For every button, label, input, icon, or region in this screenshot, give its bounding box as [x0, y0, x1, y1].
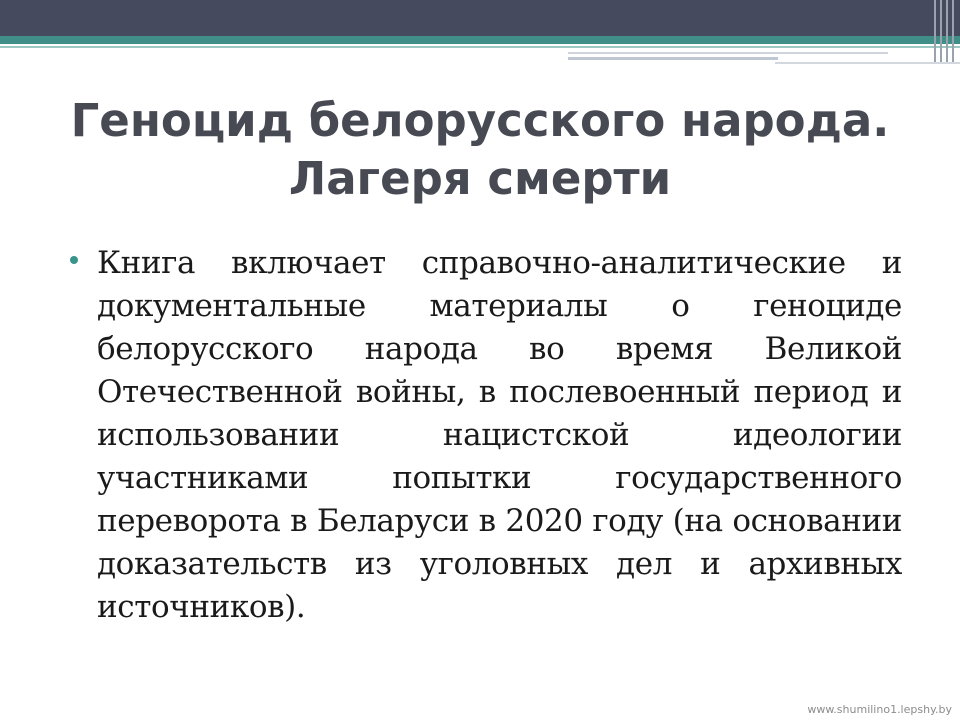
bullet-text: Книга включает справочно-аналитические и документальные материалы о геноциде белорусского народа во время Великой Отечественной войны, в послевоенный период и использовании нацистской идеологии участниками попытки государственного переворота в Беларуси в 2020 году (на основании доказательств из уголовных дел и архивных источников).: [97, 245, 902, 625]
accent-band: [0, 36, 960, 44]
bullet-list: [70, 242, 902, 629]
decorative-line: [568, 57, 778, 60]
header-band: [0, 0, 960, 36]
slide-title-line1: Геноцид белорусского народа.: [70, 94, 890, 147]
decorative-line: [568, 52, 888, 54]
slide-title-line2: Лагеря смерти: [288, 152, 672, 205]
watermark: www.shumilino1.lepshy.by: [807, 703, 952, 716]
slide-title: [0, 92, 960, 208]
bullet-dot-icon: [70, 256, 78, 264]
accent-thin-line: [0, 46, 960, 48]
list-item: [70, 242, 902, 629]
decorative-line: [775, 62, 960, 64]
decorative-vertical-bars: [930, 0, 960, 62]
